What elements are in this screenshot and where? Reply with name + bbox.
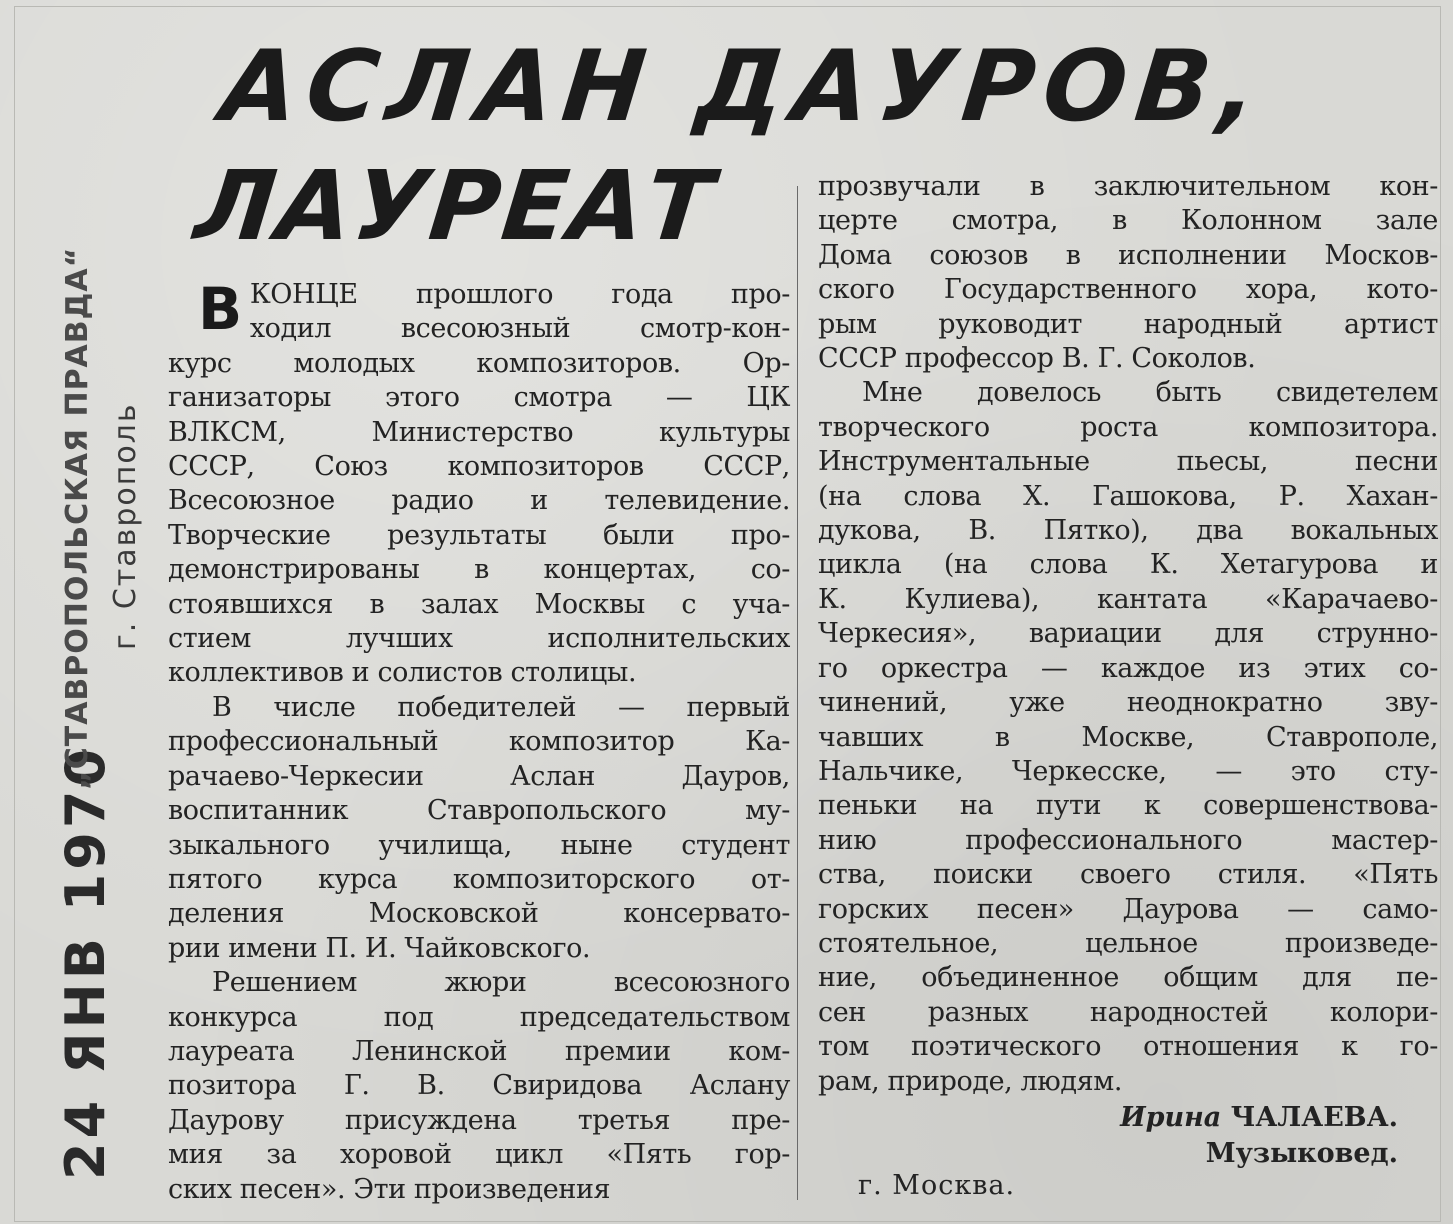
article-line: пятого курса композиторского от- [168,863,790,895]
article-line: Всесоюзное радио и телевидение. [168,485,790,517]
article-line: ВЛКСМ, Министерство культуры [168,416,790,448]
article-line: СССР, Союз композиторов СССР, [168,451,790,483]
article-line: Инструментальные пьесы, песни [818,446,1438,478]
article-line: КОНЦЕ прошлого года про- [249,279,790,310]
article-line: конкурса под председательством [168,1001,790,1033]
article-line: деления Московской консервато- [168,898,790,930]
article-line: ходил всесоюзный смотр-кон- [249,313,790,345]
article-line: стием лучших исполнительских [168,623,790,655]
article-line: Нальчике, Черкесске, — это сту- [818,755,1438,787]
article-line: Творческие результаты были про- [168,519,790,551]
article-line: Даурову присуждена третья пре- [168,1104,790,1136]
article-line: мия за хоровой цикл «Пять гор- [168,1139,790,1171]
article-line: демонстрированы в концертах, со- [168,554,790,586]
article-line: рачаево-Черкесии Аслан Дауров, [168,760,790,792]
author-role: Музыковед. [1205,1138,1398,1169]
article-line: ских песен». Эти произведения [168,1173,611,1205]
article-line: курс молодых композиторов. Ор- [168,347,790,379]
article-line: нию профессионального мастер- [818,824,1438,856]
article-line: В числе победителей — первый [212,691,790,723]
article-line: прозвучали в заключительном кон- [818,171,1438,202]
article-line: чинений, уже неоднократно зву- [818,687,1438,719]
article-line: коллективов и солистов столицы. [168,657,637,689]
article-line: ского Государственного хора, кото- [818,274,1438,306]
article-line: лауреата Ленинской премии ком- [168,1035,790,1067]
author-name-line [820,1100,1398,1136]
article-line: ства, поиски своего стиля. «Пять [818,859,1438,891]
headline-line-1: АСЛАН ДАУРОВ, [216,30,1272,144]
stamp-date: 24 ЯНВ 1970 [54,745,117,1180]
article-line: воспитанник Ставропольского му- [168,795,790,827]
column-1-lines [168,275,790,1207]
article-line: дукова, В. Пятко), два вокальных [818,515,1438,547]
article-line: СССР профессор В. Г. Соколов. [818,343,1256,375]
article-line: стоявшихся в залах Москвы с уча- [168,588,790,620]
article-line: пеньки на пути к совершенствова- [818,790,1438,822]
article-line: рым руководит народный артист [818,308,1438,340]
column-divider [797,186,798,1200]
drop-cap: В [198,275,242,343]
article-line: сен разных народностей колори- [818,996,1438,1028]
article-column-2 [818,170,1438,1099]
article-column-1 [168,275,790,1207]
stamp-newspaper-name: „СТАВРОПОЛЬСКАЯ ПРАВДА“ [60,246,95,790]
article-line: Решением жюри всесоюзного [212,967,790,999]
article-line: Мне довелось быть свидетелем [862,377,1438,409]
article-line: чавших в Москве, Ставрополе, [818,721,1438,753]
article-line: ние, объединенное общим для пе- [818,962,1438,994]
article-line: зыкального училища, ныне студент [168,829,790,861]
article-line: творческого роста композитора. [818,411,1438,443]
article-line: церте смотра, в Колонном зале [818,205,1438,237]
dateline-place: г. Москва. [858,1170,1016,1201]
article-line: ганизаторы этого смотра — ЦК [168,382,790,414]
article-line: цикла (на слова К. Хетагурова и [818,549,1438,581]
author-signature [820,1100,1398,1172]
stamp-city: г. Ставрополь [108,402,143,650]
article-line: горских песен» Даурова — само- [818,893,1438,925]
article-line: Дома союзов в исполнении Москов- [818,239,1438,271]
column-2-lines [818,170,1438,1099]
article-line: том поэтического отношения к го- [818,1031,1438,1063]
article-line: рии имени П. И. Чайковского. [168,932,591,964]
article-line: го оркестра — каждое из этих со- [818,652,1438,684]
article-line: стоятельное, цельное произведе- [818,927,1438,959]
article-line: профессиональный композитор Ка- [168,726,790,758]
article-line: рам, природе, людям. [818,1065,1123,1097]
article-line: (на слова Х. Гашокова, Р. Хахан- [818,480,1438,512]
article-line: К. Кулиева), кантата «Карачаево- [818,583,1438,615]
headline-line-2: ЛАУРЕАТ [190,150,720,262]
author-last-name: ЧАЛАЕВА. [1230,1102,1398,1133]
article-line: Черкесия», вариации для струнно- [818,618,1438,650]
author-first-name: Ирина [1120,1102,1222,1133]
article-line: позитора Г. В. Свиридова Аслану [168,1070,790,1102]
